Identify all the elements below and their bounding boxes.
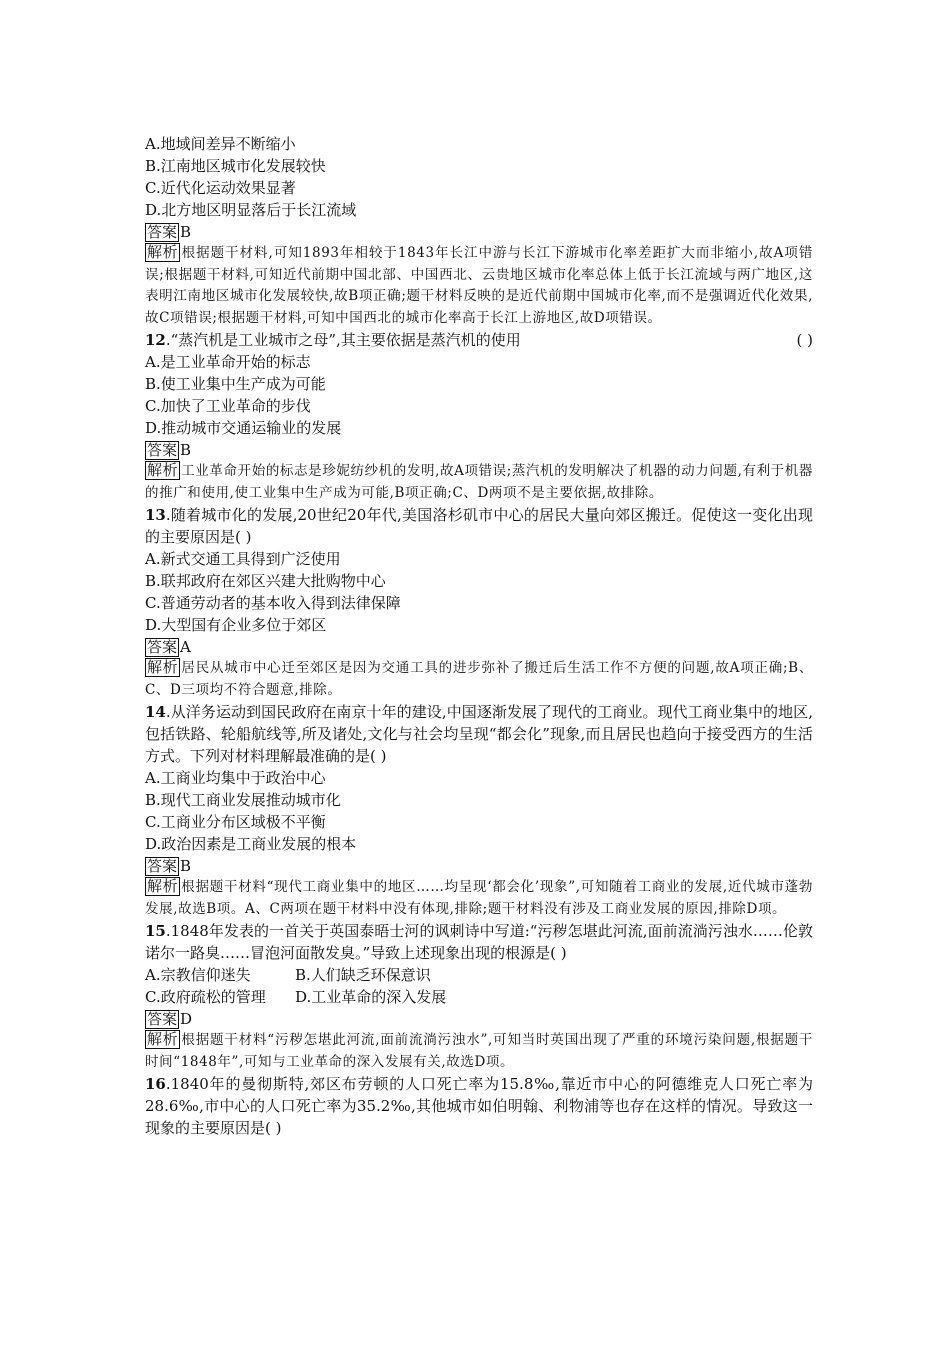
analysis-text: 根据题干材料“污秽怎堪此河流,面前流淌污浊水”,可知当时英国出现了严重的环境污染问题,根据题干时间“1848年”,可知与工业革命的深入发展有关,故选D项。 (145, 1032, 813, 1070)
answer-row (145, 439, 813, 461)
question-text: .1848年发表的一首关于英国泰晤士河的讽刺诗中写道:“污秽怎堪此河流,面前流淌污浊水……伦敦诺尔一路臭……冒泡河面散发臭。”导致上述现象出现的根源是( ) (145, 922, 813, 962)
option-d: D.推动城市交通运输业的发展 (145, 419, 342, 437)
option-c: C.普通劳动者的基本收入得到法律保障 (145, 594, 401, 612)
answer-tag: 答案 (147, 223, 178, 241)
answer-value: B (180, 857, 192, 875)
analysis-tag: 解析 (147, 658, 179, 676)
question-stem (145, 329, 813, 351)
question-15 (145, 920, 813, 1073)
document-page (145, 133, 813, 1139)
analysis-text: 根据题干材料“现代工商业集中的地区……均呈现‘都会化’现象”,可知随着工商业的发展,近代城市蓬勃发展,故选B项。A、C两项在题干材料中没有体现,排除;题干材料没有涉及工商业发展的原因,排除D项。 (145, 879, 813, 917)
question-number: 15 (145, 922, 166, 940)
analysis-text: 工业革命开始的标志是珍妮纺纱机的发明,故A项错误;蒸汽机的发明解决了机器的动力问题,有利于机器的推广和使用,使工业集中生产成为可能,B项正确;C、D两项不是主要依据,故排除。 (145, 463, 813, 501)
analysis-text: 根据题干材料,可知1893年相较于1843年长江中游与长江下游城市化率差距扩大而非缩小,故A项错误;根据题干材料,可知近代前期中国北部、中国西北、云贵地区城市化率总体上低于长江流域与两广地区,这表明江南地区城市化发展较快,故B项正确;题干材料反映的是近代前期中国城市化率,而不是强调近代化效果,故C项错误;根据题干材料,可知中国西北的城市化率高于长江上游地区,故D项错误。 (145, 245, 813, 326)
question-16 (145, 1073, 813, 1139)
analysis-row (145, 658, 813, 701)
options-row-2 (145, 986, 813, 1008)
option-a: A.宗教信仰迷失 (145, 966, 251, 984)
question-text: .从洋务运动到国民政府在南京十年的建设,中国逐渐发展了现代的工商业。现代工商业集中的地区,包括铁路、轮船航线等,所及诸处,文化与社会均呈现“都会化”现象,而且居民也趋向于接受西方的生活方式。下列对材料理解最准确的是( ) (145, 703, 813, 765)
analysis-row (145, 243, 813, 329)
question-text: .1840年的曼彻斯特,郊区布劳顿的人口死亡率为15.8‰,靠近市中心的阿德维克人口死亡率为28.6‰,市中心的人口死亡率为35.2‰,其他城市如伯明翰、利物浦等也存在这样的情况。导致这一现象的主要原因是( ) (145, 1075, 813, 1137)
question-number: 13 (145, 506, 166, 524)
answer-tag: 答案 (147, 1010, 178, 1028)
question-stem (145, 920, 813, 964)
option-d: D.工业革命的深入发展 (295, 988, 447, 1006)
option-a: A.是工业革命开始的标志 (145, 353, 311, 371)
answer-row (145, 855, 813, 877)
option-a: A.新式交通工具得到广泛使用 (145, 550, 341, 568)
question-stem (145, 1073, 813, 1139)
analysis-row (145, 461, 813, 504)
analysis-tag: 解析 (147, 877, 179, 895)
option-d: D.政治因素是工商业发展的根本 (145, 835, 357, 853)
question-stem (145, 701, 813, 767)
option-a: A.工商业均集中于政治中心 (145, 769, 326, 787)
analysis-row (145, 1030, 813, 1073)
option-a: A.地域间差异不断缩小 (145, 135, 296, 153)
question-text: .“蒸汽机是工业城市之母”,其主要依据是蒸汽机的使用 (165, 331, 521, 349)
option-c: C.工商业分布区域极不平衡 (145, 813, 326, 831)
answer-value: D (180, 1010, 193, 1028)
option-c: C.政府疏松的管理 (145, 988, 266, 1006)
option-b: B.使工业集中生产成为可能 (145, 375, 326, 393)
option-c: C.加快了工业革命的步伐 (145, 397, 311, 415)
answer-row (145, 1008, 813, 1030)
answer-tag: 答案 (147, 638, 178, 656)
option-d: D.大型国有企业多位于郊区 (145, 616, 327, 634)
answer-value: B (180, 441, 192, 459)
analysis-tag: 解析 (147, 243, 179, 261)
option-b: B.联邦政府在郊区兴建大批购物中心 (145, 572, 386, 590)
question-11 (145, 133, 813, 329)
question-number: 14 (145, 703, 166, 721)
analysis-text: 居民从城市中心迁至郊区是因为交通工具的进步弥补了搬迁后生活工作不方便的问题,故A项正确;B、C、D三项均不符合题意,排除。 (145, 660, 813, 698)
answer-blank: ( ) (796, 331, 813, 349)
answer-tag: 答案 (147, 441, 178, 459)
option-b: B.人们缺乏环保意识 (295, 966, 431, 984)
question-text: .随着城市化的发展,20世纪20年代,美国洛杉矶市中心的居民大量向郊区搬迁。促使这一变化出现的主要原因是( ) (145, 506, 813, 546)
question-13 (145, 504, 813, 701)
question-14 (145, 701, 813, 920)
question-number: 12 (145, 331, 166, 349)
analysis-tag: 解析 (147, 1030, 179, 1048)
question-number: 16 (145, 1075, 166, 1093)
analysis-row (145, 877, 813, 920)
answer-value: A (180, 638, 191, 656)
option-b: B.现代工商业发展推动城市化 (145, 791, 341, 809)
option-c: C.近代化运动效果显著 (145, 179, 296, 197)
answer-row (145, 221, 813, 243)
analysis-tag: 解析 (147, 461, 179, 479)
answer-row (145, 636, 813, 658)
answer-value: B (180, 223, 192, 241)
option-b: B.江南地区城市化发展较快 (145, 157, 326, 175)
option-d: D.北方地区明显落后于长江流域 (145, 201, 357, 219)
options-row-1 (145, 964, 813, 986)
question-12 (145, 329, 813, 504)
question-stem (145, 504, 813, 548)
answer-tag: 答案 (147, 857, 178, 875)
